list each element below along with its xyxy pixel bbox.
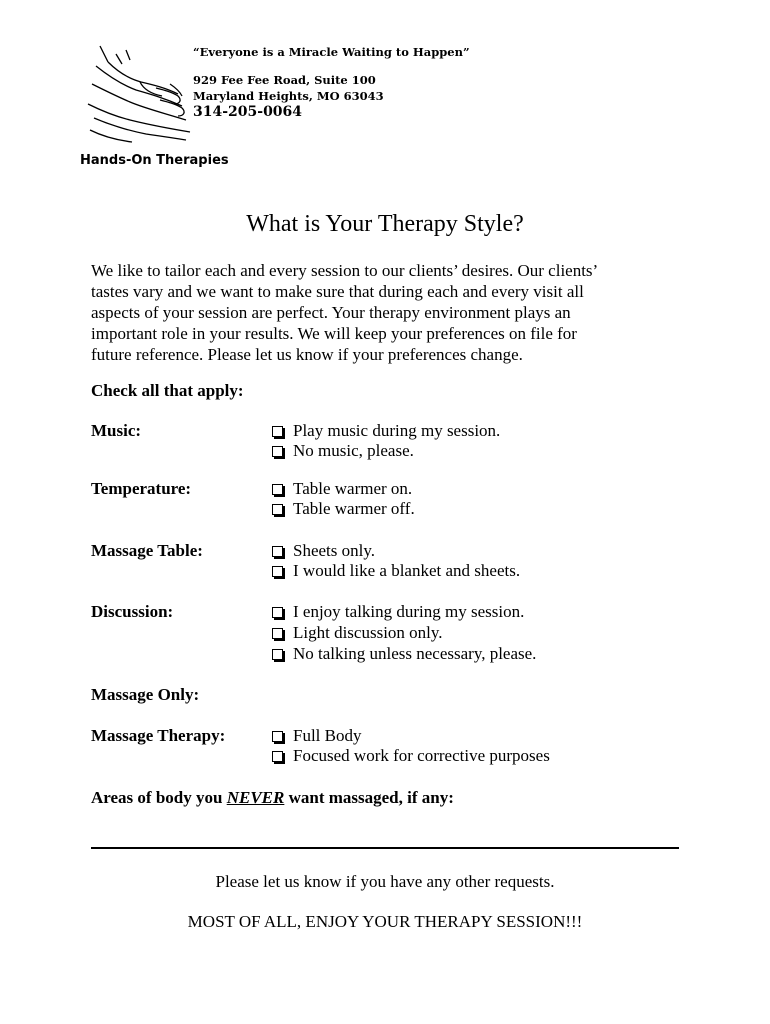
intro-line: tastes vary and we want to make sure that during each and every visit all xyxy=(91,282,584,301)
areas-never-heading: Areas of body you NEVER want massaged, if any: xyxy=(91,788,454,807)
checkbox[interactable] xyxy=(272,484,283,495)
music-label: Music: xyxy=(91,421,142,440)
checkbox[interactable] xyxy=(272,751,283,762)
checkbox[interactable] xyxy=(272,566,283,577)
discussion-option-talking[interactable]: I enjoy talking during my session. xyxy=(272,602,524,622)
intro-line: future reference. Please let us know if your preferences change. xyxy=(91,345,523,364)
phone-number: 314-205-0064 xyxy=(193,104,303,120)
table-option-sheets[interactable]: Sheets only. xyxy=(272,541,375,561)
intro-line: important role in your results. We will keep your preferences on file for xyxy=(91,324,577,343)
tagline: “Everyone is a Miracle Waiting to Happen” xyxy=(193,45,470,59)
massage-therapy-label: Massage Therapy: xyxy=(91,726,226,745)
massage-only-label: Massage Only: xyxy=(91,685,200,704)
discussion-option-none[interactable]: No talking unless necessary, please. xyxy=(272,644,536,664)
checkbox[interactable] xyxy=(272,504,283,515)
enjoy-session-text: MOST OF ALL, ENJOY YOUR THERAPY SESSION!!! xyxy=(187,912,583,931)
checkbox[interactable] xyxy=(272,649,283,660)
temperature-option-on[interactable]: Table warmer on. xyxy=(272,479,412,499)
check-all-heading: Check all that apply: xyxy=(91,381,244,400)
temperature-option-off[interactable]: Table warmer off. xyxy=(272,499,415,519)
table-option-blanket[interactable]: I would like a blanket and sheets. xyxy=(272,561,520,581)
address-line-1: 929 Fee Fee Road, Suite 100 xyxy=(193,73,376,87)
hands-massage-logo-icon xyxy=(86,44,196,149)
checkbox[interactable] xyxy=(272,446,283,457)
areas-answer-line[interactable] xyxy=(91,847,679,849)
therapy-option-full-body[interactable]: Full Body xyxy=(272,726,362,746)
therapy-option-focused[interactable]: Focused work for corrective purposes xyxy=(272,746,550,766)
intro-line: aspects of your session are perfect. Your therapy environment plays an xyxy=(91,303,571,322)
checkbox[interactable] xyxy=(272,628,283,639)
page-title: What is Your Therapy Style? xyxy=(246,211,524,237)
checkbox[interactable] xyxy=(272,546,283,557)
intro-line: We like to tailor each and every session to our clients’ desires. Our clients’ xyxy=(91,261,599,280)
other-requests-text: Please let us know if you have any other requests. xyxy=(215,872,555,891)
never-emphasis: NEVER xyxy=(226,788,285,807)
checkbox[interactable] xyxy=(272,607,283,618)
discussion-label: Discussion: xyxy=(91,602,174,621)
massage-table-label: Massage Table: xyxy=(91,541,203,560)
address-line-2: Maryland Heights, MO 63043 xyxy=(193,89,384,103)
intro-paragraph xyxy=(91,260,691,365)
music-option-none[interactable]: No music, please. xyxy=(272,441,414,461)
discussion-option-light[interactable]: Light discussion only. xyxy=(272,623,443,643)
checkbox[interactable] xyxy=(272,731,283,742)
music-option-play[interactable]: Play music during my session. xyxy=(272,421,500,441)
temperature-label: Temperature: xyxy=(91,479,192,498)
business-name: Hands-On Therapies xyxy=(80,153,229,168)
checkbox[interactable] xyxy=(272,426,283,437)
